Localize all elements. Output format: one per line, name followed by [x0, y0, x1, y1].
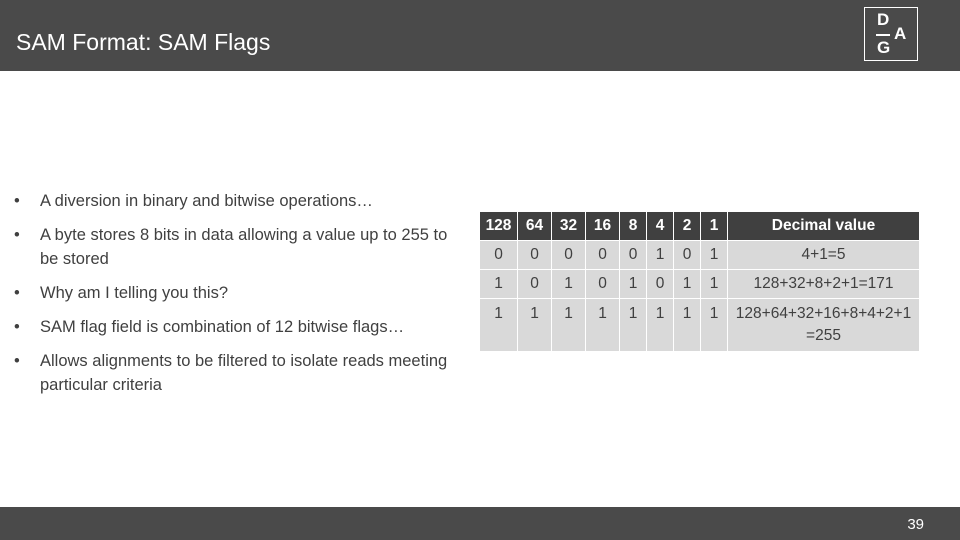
table-cell: 1: [552, 269, 586, 298]
table-cell: 1: [701, 240, 728, 269]
bullet-dot-icon: •: [14, 226, 20, 244]
table-cell: 1: [701, 269, 728, 298]
table-cell: 1: [647, 298, 674, 351]
page-number: 39: [907, 516, 924, 533]
table-cell: 0: [552, 240, 586, 269]
table-cell: 0: [586, 240, 620, 269]
bullet-text: SAM flag field is combination of 12 bitwise flags…: [40, 318, 405, 336]
logo-letter-g: G: [877, 38, 891, 57]
header-bit-4: 4: [647, 212, 674, 240]
bullet-dot-icon: •: [14, 352, 20, 370]
table-cell: 1: [647, 240, 674, 269]
decimal-value-cell: 128+32+8+2+1=171: [728, 269, 920, 298]
footer-bar: [0, 507, 960, 540]
table-row: [480, 240, 920, 269]
logo-letter-d: D: [877, 10, 890, 29]
table-row: [480, 269, 920, 298]
bullet-text: Allows alignments to be filtered to isolate reads meeting particular criteria: [40, 352, 448, 394]
bullet-list: [14, 189, 454, 407]
bit-flag-table: [480, 212, 920, 351]
table-cell: 1: [674, 269, 701, 298]
table-cell: 0: [647, 269, 674, 298]
table-cell: 0: [674, 240, 701, 269]
table-cell: 1: [620, 269, 647, 298]
logo-dash: [876, 34, 890, 36]
table-cell: 1: [674, 298, 701, 351]
table-cell: 0: [518, 269, 552, 298]
bullet-item: [14, 349, 454, 397]
table-header-row: [480, 212, 920, 240]
decimal-value-cell: 4+1=5: [728, 240, 920, 269]
table-cell: 0: [586, 269, 620, 298]
table-cell: 0: [480, 240, 518, 269]
table-cell: 0: [518, 240, 552, 269]
bullet-item: [14, 189, 454, 213]
bullet-item: [14, 223, 454, 271]
bullet-text: Why am I telling you this?: [40, 284, 228, 302]
header-bit-128: 128: [480, 212, 518, 240]
decimal-value-cell: 128+64+32+16+8+4+2+1 =255: [728, 298, 920, 351]
table-row: [480, 298, 920, 351]
logo-letter-a: A: [894, 24, 907, 43]
table-cell: 1: [620, 298, 647, 351]
table-cell: 0: [620, 240, 647, 269]
header-bit-2: 2: [674, 212, 701, 240]
dag-logo: [864, 7, 918, 61]
table-cell: 1: [552, 298, 586, 351]
header-bit-1: 1: [701, 212, 728, 240]
bullet-text: A byte stores 8 bits in data allowing a value up to 255 to be stored: [40, 226, 448, 268]
bullet-text: A diversion in binary and bitwise operations…: [40, 192, 373, 210]
bullet-item: [14, 315, 454, 339]
header-decimal-value: Decimal value: [728, 212, 920, 240]
bullet-item: [14, 281, 454, 305]
table-cell: 1: [480, 298, 518, 351]
table-cell: 1: [518, 298, 552, 351]
bullet-dot-icon: •: [14, 284, 20, 302]
table-cell: 1: [701, 298, 728, 351]
header-bit-32: 32: [552, 212, 586, 240]
table-cell: 1: [586, 298, 620, 351]
bullet-dot-icon: •: [14, 318, 20, 336]
bullet-dot-icon: •: [14, 192, 20, 210]
slide-title: SAM Format: SAM Flags: [16, 29, 271, 55]
table-cell: 1: [480, 269, 518, 298]
header-bit-8: 8: [620, 212, 647, 240]
header-bit-64: 64: [518, 212, 552, 240]
header-bit-16: 16: [586, 212, 620, 240]
